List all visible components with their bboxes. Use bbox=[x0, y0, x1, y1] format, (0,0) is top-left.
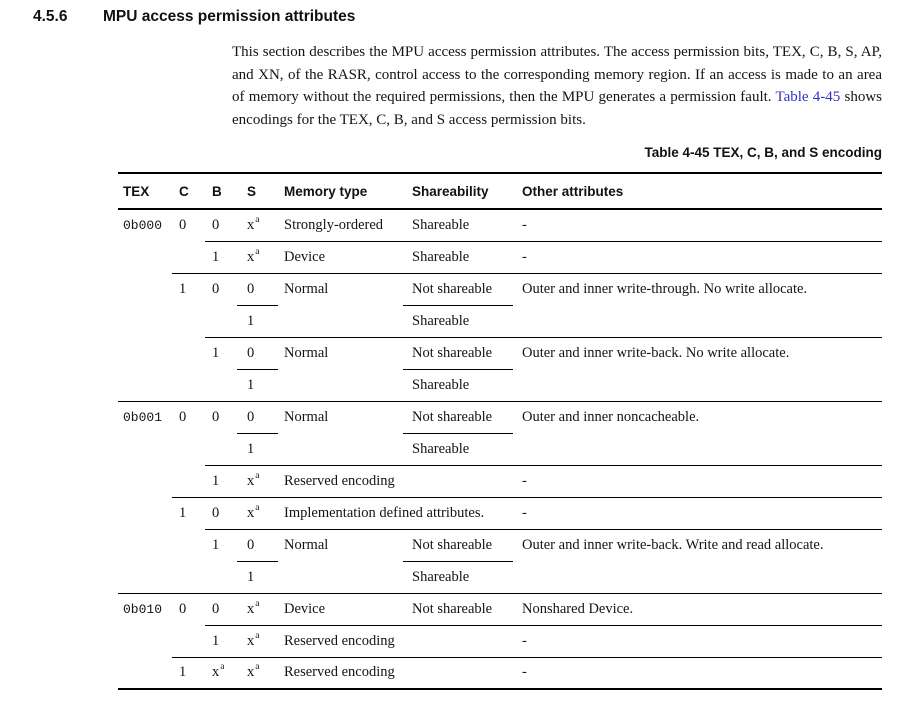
table-row bbox=[118, 529, 882, 561]
cell-memory-type: Normal bbox=[278, 273, 403, 305]
cell-other-attributes: - bbox=[513, 241, 882, 273]
cell-b: 1 bbox=[205, 529, 237, 561]
column-header-s: S bbox=[237, 173, 278, 209]
cell-s: 1 bbox=[237, 305, 278, 337]
cell-b: 1 bbox=[205, 625, 237, 657]
cell-b: 0 bbox=[205, 401, 237, 433]
cell-tex bbox=[118, 657, 172, 689]
cell-b: $x^a$ bbox=[205, 657, 237, 689]
footnote-marker: a bbox=[255, 470, 260, 481]
cell-s: $x^a$ bbox=[237, 657, 278, 689]
cell-s: 0 bbox=[237, 401, 278, 433]
column-header-b: B bbox=[205, 173, 237, 209]
table-row bbox=[118, 593, 882, 625]
section-title: MPU access permission attributes bbox=[103, 8, 356, 25]
table-body bbox=[118, 209, 882, 689]
cell-memory-type bbox=[278, 369, 403, 401]
cell-memory-type: Strongly-ordered bbox=[284, 216, 384, 233]
cell-c bbox=[172, 337, 205, 369]
cell-memory-type: Reserved encoding bbox=[278, 657, 513, 689]
tex-encoding-table bbox=[118, 172, 882, 690]
cell-memory-type bbox=[278, 561, 403, 593]
cell-memory-type: Implementation defined attributes. bbox=[278, 497, 513, 529]
table-caption: Table 4-45 TEX, C, B, and S encoding bbox=[644, 145, 882, 160]
cell-tex: 0b000 bbox=[123, 218, 163, 233]
cell-c: 1 bbox=[172, 273, 205, 305]
paragraph-text-before: This section describes the MPU access permission attributes. The access permission bits, TEX, C, B, S, AP, and XN, of the RASR, control access to the corresponding memory region. If an access is made to an area of memory without the required permissions, then the MPU generates a permission fault. bbox=[232, 44, 882, 106]
cell-b bbox=[205, 561, 237, 593]
cell-c: 1 bbox=[172, 657, 205, 689]
cell-b: 1 bbox=[205, 465, 237, 497]
footnote-marker: a bbox=[255, 502, 260, 513]
cell-memory-type: Normal bbox=[278, 337, 403, 369]
cell-s: 0 bbox=[237, 273, 278, 305]
footnote-marker: a bbox=[255, 662, 260, 673]
column-header-other-attributes: Other attributes bbox=[513, 173, 882, 209]
cell-b bbox=[205, 305, 237, 337]
cell-b: 1 bbox=[205, 337, 237, 369]
table-row bbox=[118, 433, 882, 465]
column-header-memory-type: Memory type bbox=[278, 173, 403, 209]
cell-memory-type bbox=[278, 305, 403, 337]
cell-tex bbox=[118, 337, 172, 369]
cell-memory-type: Device bbox=[278, 241, 403, 273]
table-row bbox=[118, 465, 882, 497]
cell-c: 0 bbox=[172, 401, 205, 433]
footnote-marker: a bbox=[255, 598, 260, 609]
cell-shareability: Shareable bbox=[403, 305, 513, 337]
column-header-shareability: Shareability bbox=[403, 173, 513, 209]
cell-memory-type: Device bbox=[278, 593, 403, 625]
cell-s: $x^a$ bbox=[237, 241, 278, 273]
cell-shareability: Not shareable bbox=[403, 401, 513, 433]
cell-shareability: Not shareable bbox=[403, 273, 513, 305]
cell-shareability: Not shareable bbox=[403, 593, 513, 625]
cell-s: $x^a$ bbox=[247, 214, 260, 233]
paragraph-text-after: shows encodings for the TEX, C, B, and S access permission bits. bbox=[232, 89, 882, 129]
cell-tex bbox=[118, 241, 172, 273]
cell-b: 1 bbox=[205, 241, 237, 273]
footnote-marker: a bbox=[255, 214, 260, 225]
cell-b bbox=[205, 369, 237, 401]
cell-other-attributes: Outer and inner write-through. No write allocate. bbox=[513, 273, 882, 305]
cell-other-attributes bbox=[513, 561, 882, 593]
cell-b: 0 bbox=[212, 216, 220, 233]
cell-other-attributes: - bbox=[513, 625, 882, 657]
cell-memory-type: Normal bbox=[278, 529, 403, 561]
cell-memory-type: Normal bbox=[278, 401, 403, 433]
cell-shareability: Shareable bbox=[403, 369, 513, 401]
cell-s: 1 bbox=[237, 433, 278, 465]
cell-other-attributes bbox=[513, 369, 882, 401]
table-row bbox=[118, 209, 882, 241]
table-4-45-link[interactable]: Table 4-45 bbox=[775, 89, 841, 106]
table-row bbox=[118, 625, 882, 657]
table-row bbox=[118, 497, 882, 529]
cell-shareability: Shareable bbox=[403, 561, 513, 593]
column-header-tex: TEX bbox=[118, 173, 172, 209]
footnote-marker: a bbox=[220, 662, 225, 673]
cell-tex bbox=[118, 273, 172, 305]
cell-other-attributes: - bbox=[513, 657, 882, 689]
cell-shareability: Shareable bbox=[403, 433, 513, 465]
table-header-row bbox=[118, 173, 882, 209]
section-heading bbox=[33, 8, 355, 26]
cell-tex bbox=[118, 625, 172, 657]
cell-c bbox=[172, 369, 205, 401]
footnote-marker: a bbox=[255, 630, 260, 641]
cell-tex bbox=[118, 497, 172, 529]
cell-memory-type bbox=[278, 433, 403, 465]
cell-s: 1 bbox=[237, 561, 278, 593]
cell-other-attributes: - bbox=[513, 497, 882, 529]
table-row bbox=[118, 241, 882, 273]
cell-other-attributes bbox=[513, 305, 882, 337]
cell-c: 0 bbox=[172, 593, 205, 625]
cell-shareability: Shareable bbox=[403, 241, 513, 273]
cell-c: 1 bbox=[172, 497, 205, 529]
table-row bbox=[118, 337, 882, 369]
section-number: 4.5.6 bbox=[33, 8, 68, 25]
cell-b: 0 bbox=[205, 593, 237, 625]
cell-memory-type: Reserved encoding bbox=[278, 625, 513, 657]
cell-b: 0 bbox=[205, 497, 237, 529]
cell-tex: 0b001 bbox=[118, 401, 172, 433]
cell-shareability: Not shareable bbox=[403, 529, 513, 561]
cell-other-attributes: Nonshared Device. bbox=[513, 593, 882, 625]
cell-c: 0 bbox=[179, 217, 187, 233]
cell-tex: 0b010 bbox=[118, 593, 172, 625]
cell-memory-type: Reserved encoding bbox=[278, 465, 513, 497]
cell-c bbox=[172, 433, 205, 465]
cell-other-attributes: - bbox=[522, 216, 527, 233]
cell-c bbox=[172, 529, 205, 561]
cell-other-attributes: Outer and inner noncacheable. bbox=[513, 401, 882, 433]
table-row bbox=[118, 657, 882, 689]
cell-tex bbox=[118, 561, 172, 593]
cell-other-attributes bbox=[513, 433, 882, 465]
cell-tex bbox=[118, 305, 172, 337]
cell-shareability: Not shareable bbox=[403, 337, 513, 369]
column-header-c: C bbox=[172, 173, 205, 209]
table-row bbox=[118, 305, 882, 337]
cell-c bbox=[172, 305, 205, 337]
table-row bbox=[118, 561, 882, 593]
cell-shareability: Shareable bbox=[412, 216, 470, 233]
cell-other-attributes: Outer and inner write-back. No write allocate. bbox=[513, 337, 882, 369]
cell-c bbox=[172, 465, 205, 497]
cell-tex bbox=[118, 433, 172, 465]
cell-other-attributes: Outer and inner write-back. Write and read allocate. bbox=[513, 529, 882, 561]
footnote-marker: a bbox=[255, 246, 260, 257]
cell-c bbox=[172, 561, 205, 593]
cell-s: $x^a$ bbox=[237, 497, 278, 529]
table-row bbox=[118, 401, 882, 433]
cell-tex bbox=[118, 369, 172, 401]
cell-b: 0 bbox=[205, 273, 237, 305]
cell-tex bbox=[118, 529, 172, 561]
table-row bbox=[118, 369, 882, 401]
cell-s: 1 bbox=[237, 369, 278, 401]
cell-s: 0 bbox=[237, 337, 278, 369]
cell-other-attributes: - bbox=[513, 465, 882, 497]
cell-b bbox=[205, 433, 237, 465]
cell-s: $x^a$ bbox=[237, 465, 278, 497]
table-row bbox=[118, 273, 882, 305]
cell-s: $x^a$ bbox=[237, 625, 278, 657]
cell-c bbox=[172, 625, 205, 657]
cell-c bbox=[172, 241, 205, 273]
intro-paragraph bbox=[232, 41, 882, 132]
cell-tex bbox=[118, 465, 172, 497]
cell-s: 0 bbox=[237, 529, 278, 561]
cell-s: $x^a$ bbox=[237, 593, 278, 625]
